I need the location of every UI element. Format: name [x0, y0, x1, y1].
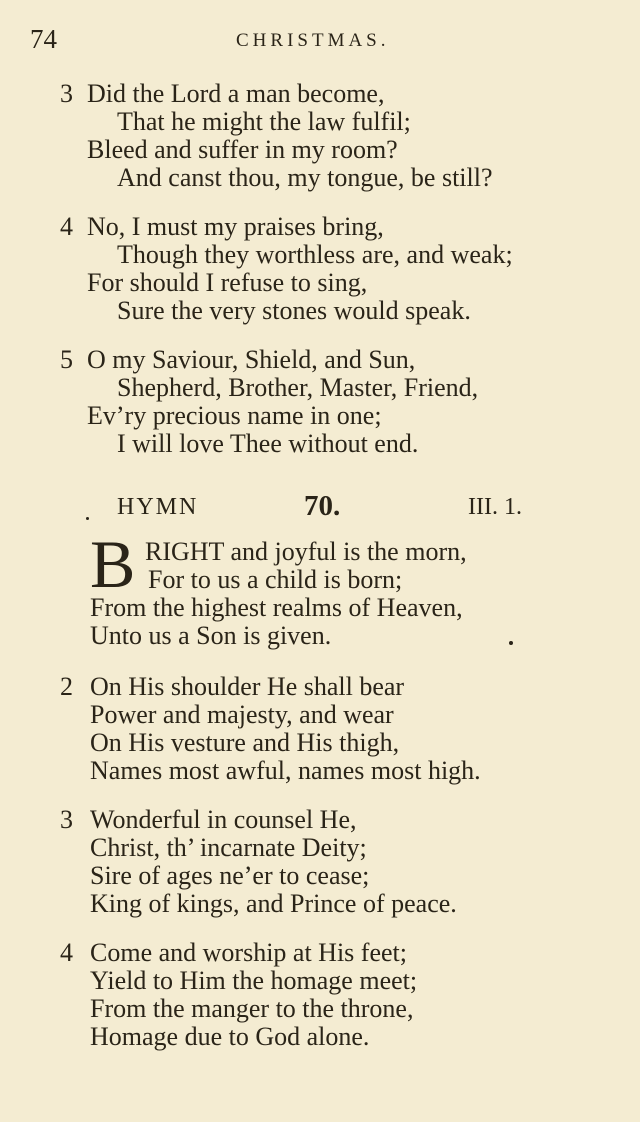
verse-line: Wonderful in counsel He, [90, 805, 357, 834]
verse-number: 5 [60, 345, 73, 374]
verse-line: Sure the very stones would speak. [117, 296, 471, 325]
verse-line: Bleed and suffer in my room? [87, 135, 398, 164]
verse-line: Sire of ages ne’er to cease; [90, 861, 370, 890]
verse-line: That he might the law fulfil; [117, 107, 411, 136]
page-header [0, 24, 640, 56]
verse-line: And canst thou, my tongue, be still? [117, 163, 493, 192]
verse-line: Shepherd, Brother, Master, Friend, [117, 373, 479, 402]
hymn-label: HYMN [117, 494, 199, 520]
verse-number: 4 [60, 212, 73, 241]
hymn-number: 70. [304, 490, 341, 522]
verse-line: Come and worship at His feet; [90, 938, 407, 967]
drop-cap: B [90, 526, 136, 602]
running-title: CHRISTMAS. [236, 30, 390, 51]
page-number: 74 [30, 24, 57, 54]
verse-line: On His vesture and His thigh, [90, 728, 400, 757]
verse-line: Names most awful, names most high. [90, 756, 481, 785]
hymn-heading [0, 490, 640, 526]
verse-line: Yield to Him the homage meet; [90, 966, 418, 995]
hymn-meter: III. 1. [468, 494, 522, 520]
verse-number: 2 [60, 672, 73, 701]
verse-number: 3 [60, 79, 73, 108]
verse-line: From the highest realms of Heaven, [90, 593, 463, 622]
verse-number: 4 [60, 938, 73, 967]
print-speck [86, 517, 89, 520]
verse-line: Did the Lord a man become, [87, 79, 385, 108]
verse-line: For should I refuse to sing, [87, 268, 368, 297]
verse-line: King of kings, and Prince of peace. [90, 889, 457, 918]
verse-line: On His shoulder He shall bear [90, 672, 405, 701]
verse-line: O my Saviour, Shield, and Sun, [87, 345, 416, 374]
verse-line: From the manger to the throne, [90, 994, 414, 1023]
verse-line: Though they worthless are, and weak; [117, 240, 513, 269]
verse-line: No, I must my praises bring, [87, 212, 384, 241]
verse-line: Power and majesty, and wear [90, 700, 394, 729]
verse-line: Unto us a Son is given. [90, 621, 332, 650]
print-speck [509, 641, 513, 645]
verse-number: 3 [60, 805, 73, 834]
verse-line: RIGHT and joyful is the morn, [145, 537, 467, 566]
verse-line: Christ, th’ incarnate Deity; [90, 833, 367, 862]
verse-line: Homage due to God alone. [90, 1022, 370, 1051]
verse-line: I will love Thee without end. [117, 429, 419, 458]
verse-line: Ev’ry precious name in one; [87, 401, 382, 430]
verse-line: For to us a child is born; [148, 565, 403, 594]
